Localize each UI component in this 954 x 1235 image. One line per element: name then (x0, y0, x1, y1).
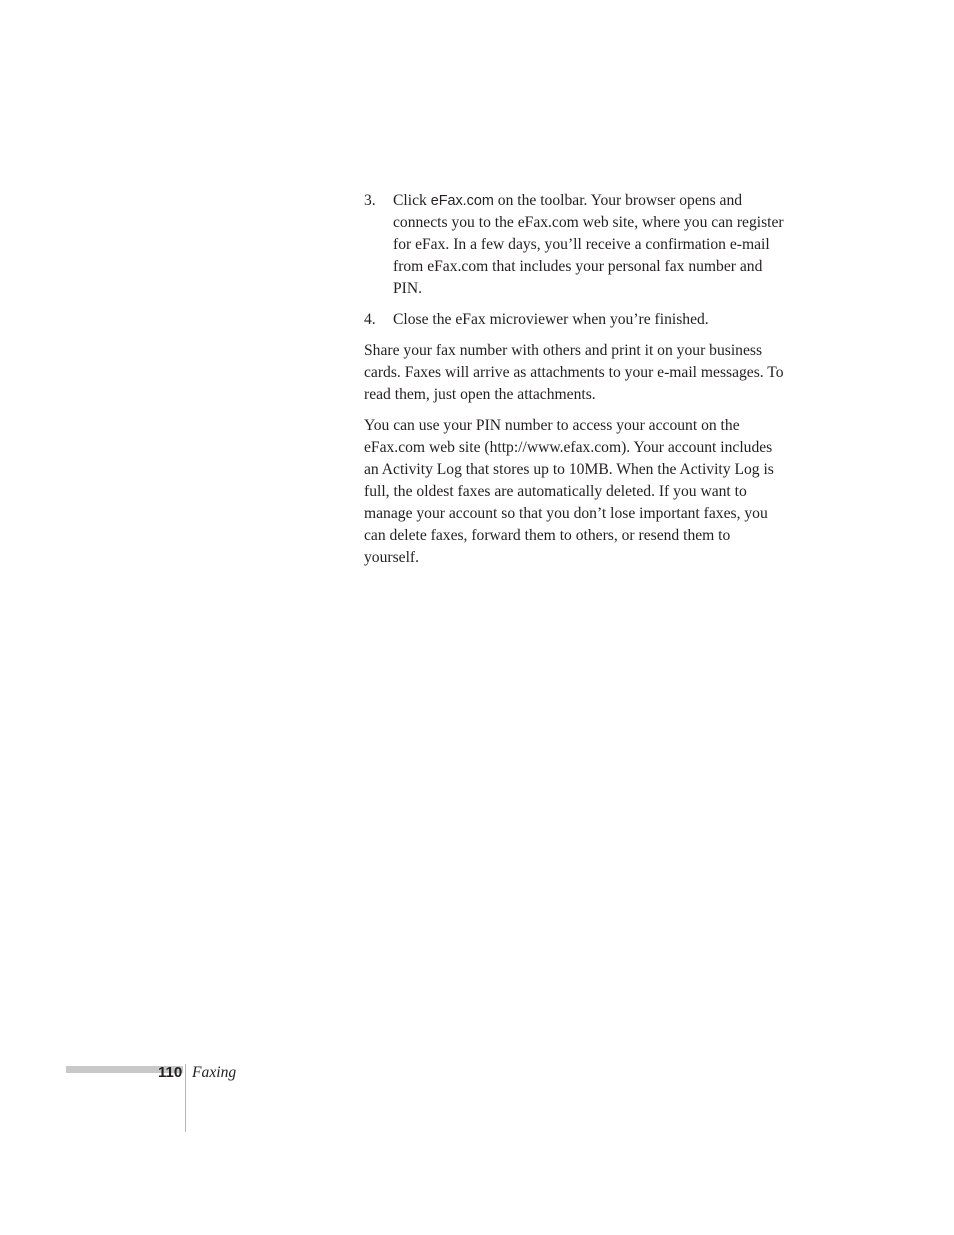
step-number: 3. (364, 192, 376, 209)
footer-divider (185, 1064, 186, 1132)
step-3 (364, 190, 788, 300)
page-number: 110 (158, 1064, 183, 1081)
page-body (364, 190, 788, 578)
toolbar-button-name: eFax.com (430, 193, 494, 209)
step-text: on the toolbar. Your browser opens and connects you to the eFax.com web site, where you can register for eFax. In a few days, you’ll receive a confirmation e-mail from eFax.com that includes your personal fax number and PIN. (393, 192, 784, 297)
paragraph-share-fax-number: Share your fax number with others and print it on your business cards. Faxes will arrive as attachments to your e-mail messages. To read them, just open the attachments. (364, 342, 784, 403)
paragraph-pin-account: You can use your PIN number to access your account on the eFax.com web site (http://www.efax.com). Your account includes an Activity Log that stores up to 10MB. When the Activity Log is full, the oldest faxes are automatically deleted. If you want to manage your account so that you don’t lose important faxes, you can delete faxes, forward them to others, or resend them to yourself. (364, 417, 774, 566)
step-text-prefix: Click (393, 192, 431, 209)
step-4 (364, 309, 788, 331)
step-number: 4. (364, 311, 376, 328)
chapter-title: Faxing (192, 1064, 237, 1081)
step-text: Close the eFax microviewer when you’re finished. (393, 311, 709, 328)
